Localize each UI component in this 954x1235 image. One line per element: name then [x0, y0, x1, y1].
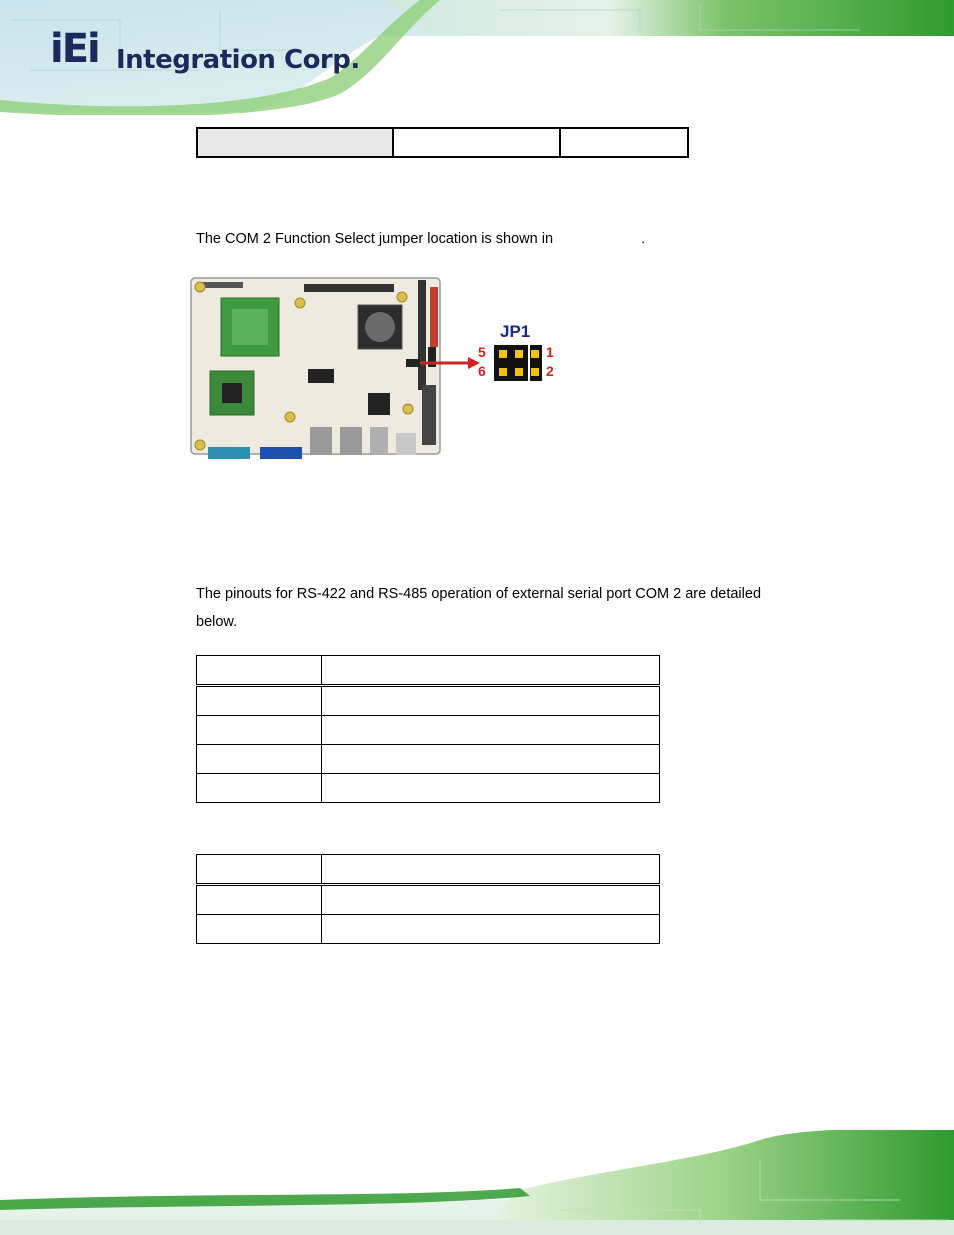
- table-row: [197, 686, 660, 716]
- rs485-pinout-table: [196, 854, 660, 944]
- table-cell: [322, 855, 660, 885]
- table-row: [197, 745, 660, 774]
- table-cell: [197, 686, 322, 716]
- company-logo-text: Integration Corp.: [116, 45, 360, 75]
- table-cell: [197, 885, 322, 915]
- footer-banner: [0, 1130, 954, 1235]
- pin-label-2: 2: [546, 363, 554, 379]
- table-row: [197, 774, 660, 803]
- table-cell: [322, 915, 660, 944]
- jumper-label: JP1: [500, 322, 531, 341]
- table-row: [197, 915, 660, 944]
- pinouts-line-2: below.: [196, 614, 238, 630]
- table-cell: [322, 686, 660, 716]
- table-cell: [322, 716, 660, 745]
- table-header-row: [197, 855, 660, 885]
- table-row: [197, 885, 660, 915]
- table-cell: [197, 656, 322, 686]
- table-cell: [322, 656, 660, 686]
- table-cell: [322, 774, 660, 803]
- table-row: [197, 716, 660, 745]
- pinouts-line-1: The pinouts for RS-422 and RS-485 operation of external serial port COM 2 are detailed: [196, 586, 762, 602]
- pinouts-paragraph: [196, 580, 826, 636]
- intro-paragraph: [196, 225, 826, 253]
- pin-label-6: 6: [478, 363, 486, 379]
- table-cell: [322, 745, 660, 774]
- table-cell: [197, 774, 322, 803]
- pin-label-1: 1: [546, 344, 554, 360]
- table-cell: [197, 128, 393, 157]
- intro-text: The COM 2 Function Select jumper location is shown in: [196, 231, 554, 247]
- company-logo-mark: iEi: [50, 26, 99, 72]
- table-cell: [560, 128, 688, 157]
- table-cell: [393, 128, 561, 157]
- jumper-location-figure: [188, 275, 568, 460]
- jumper-settings-table: [196, 127, 689, 158]
- rs422-pinout-table: [196, 655, 660, 803]
- table-header-row: [197, 656, 660, 686]
- table-cell: [197, 716, 322, 745]
- table-row: [197, 128, 688, 157]
- pin-label-5: 5: [478, 344, 486, 360]
- table-cell: [197, 915, 322, 944]
- table-cell: [197, 855, 322, 885]
- intro-period: .: [641, 231, 646, 247]
- table-cell: [322, 885, 660, 915]
- table-cell: [197, 745, 322, 774]
